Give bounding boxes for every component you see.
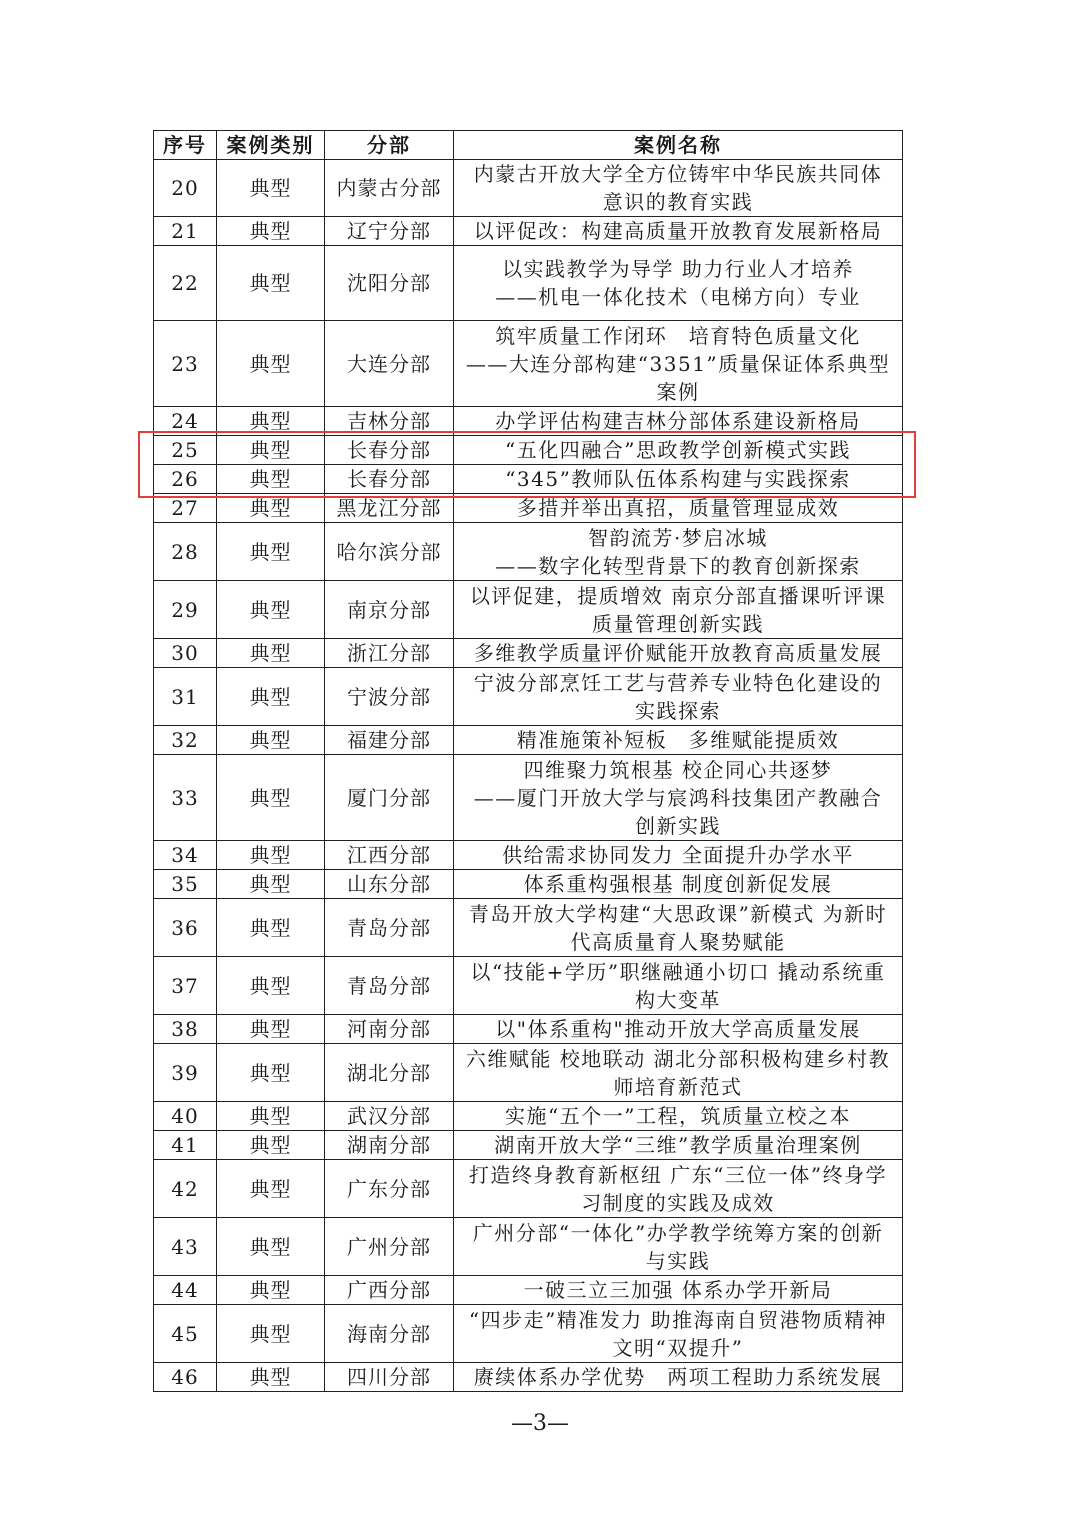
- cell-category: 典型: [217, 407, 325, 436]
- header-branch: 分部: [325, 131, 454, 160]
- cell-number: 30: [154, 639, 217, 668]
- cell-branch: 长春分部: [325, 436, 454, 465]
- table-row: [154, 870, 903, 899]
- cell-category: 典型: [217, 1160, 325, 1218]
- cell-number: 44: [154, 1276, 217, 1305]
- table-row: [154, 639, 903, 668]
- cell-category: 典型: [217, 639, 325, 668]
- cell-branch: 长春分部: [325, 465, 454, 494]
- cell-number: 40: [154, 1102, 217, 1131]
- cell-branch: 山东分部: [325, 870, 454, 899]
- table-row: [154, 581, 903, 639]
- cell-case-name: 智韵流芳·梦启冰城 ——数字化转型背景下的教育创新探索: [454, 523, 903, 581]
- cell-number: 36: [154, 899, 217, 957]
- cell-case-name: 供给需求协同发力 全面提升办学水平: [454, 841, 903, 870]
- cell-number: 42: [154, 1160, 217, 1218]
- cell-branch: 宁波分部: [325, 668, 454, 726]
- cell-number: 37: [154, 957, 217, 1015]
- table-row: [154, 1276, 903, 1305]
- table-row: [154, 726, 903, 755]
- cell-branch: 南京分部: [325, 581, 454, 639]
- cell-number: 25: [154, 436, 217, 465]
- cell-case-name: 以"体系重构"推动开放大学高质量发展: [454, 1015, 903, 1044]
- cell-category: 典型: [217, 1218, 325, 1276]
- table-row: [154, 1160, 903, 1218]
- table-row: [154, 755, 903, 841]
- cell-number: 43: [154, 1218, 217, 1276]
- cell-branch: 广东分部: [325, 1160, 454, 1218]
- cell-category: 典型: [217, 755, 325, 841]
- cell-category: 典型: [217, 1276, 325, 1305]
- cell-number: 23: [154, 321, 217, 407]
- cell-category: 典型: [217, 494, 325, 523]
- cell-category: 典型: [217, 160, 325, 217]
- case-table: [153, 130, 903, 1392]
- table-row: [154, 407, 903, 436]
- cell-branch: 江西分部: [325, 841, 454, 870]
- table-row: [154, 217, 903, 246]
- cell-category: 典型: [217, 726, 325, 755]
- cell-category: 典型: [217, 465, 325, 494]
- cell-case-name: 以评促改：构建高质量开放教育发展新格局: [454, 217, 903, 246]
- cell-category: 典型: [217, 668, 325, 726]
- page-number: —3—: [511, 1411, 569, 1436]
- cell-branch: 武汉分部: [325, 1102, 454, 1131]
- cell-case-name: 筑牢质量工作闭环 培育特色质量文化 ——大连分部构建“3351”质量保证体系典型案例: [454, 321, 903, 407]
- cell-number: 20: [154, 160, 217, 217]
- cell-branch: 哈尔滨分部: [325, 523, 454, 581]
- cell-branch: 湖南分部: [325, 1131, 454, 1160]
- table-row: [154, 957, 903, 1015]
- table-row: [154, 1363, 903, 1392]
- table-row: [154, 1044, 903, 1102]
- cell-number: 32: [154, 726, 217, 755]
- cell-category: 典型: [217, 581, 325, 639]
- cell-branch: 河南分部: [325, 1015, 454, 1044]
- cell-case-name: 四维聚力筑根基 校企同心共逐梦 ——厦门开放大学与宸鸿科技集团产教融合创新实践: [454, 755, 903, 841]
- cell-case-name: 宁波分部烹饪工艺与营养专业特色化建设的实践探索: [454, 668, 903, 726]
- table-row: [154, 465, 903, 494]
- table-row: [154, 160, 903, 217]
- cell-case-name: 湖南开放大学“三维”教学质量治理案例: [454, 1131, 903, 1160]
- cell-case-name: 以评促建，提质增效 南京分部直播课听评课质量管理创新实践: [454, 581, 903, 639]
- header-number: 序号: [154, 131, 217, 160]
- cell-case-name: “四步走”精准发力 助推海南自贸港物质精神文明“双提升”: [454, 1305, 903, 1363]
- cell-category: 典型: [217, 436, 325, 465]
- table-row: [154, 1015, 903, 1044]
- cell-number: 29: [154, 581, 217, 639]
- table-row: [154, 523, 903, 581]
- cell-category: 典型: [217, 841, 325, 870]
- cell-branch: 福建分部: [325, 726, 454, 755]
- cell-case-name: “345”教师队伍体系构建与实践探索: [454, 465, 903, 494]
- cell-number: 33: [154, 755, 217, 841]
- cell-branch: 湖北分部: [325, 1044, 454, 1102]
- cell-branch: 吉林分部: [325, 407, 454, 436]
- cell-branch: 青岛分部: [325, 899, 454, 957]
- cell-case-name: 一破三立三加强 体系办学开新局: [454, 1276, 903, 1305]
- cell-branch: 广州分部: [325, 1218, 454, 1276]
- cell-category: 典型: [217, 1305, 325, 1363]
- cell-case-name: 青岛开放大学构建“大思政课”新模式 为新时代高质量育人聚势赋能: [454, 899, 903, 957]
- header-case-name: 案例名称: [454, 131, 903, 160]
- cell-case-name: 内蒙古开放大学全方位铸牢中华民族共同体意识的教育实践: [454, 160, 903, 217]
- cell-category: 典型: [217, 1102, 325, 1131]
- table-row: [154, 899, 903, 957]
- cell-number: 28: [154, 523, 217, 581]
- cell-category: 典型: [217, 1363, 325, 1392]
- cell-branch: 沈阳分部: [325, 246, 454, 321]
- cell-category: 典型: [217, 1131, 325, 1160]
- cell-number: 27: [154, 494, 217, 523]
- cell-case-name: 以“技能+学历”职继融通小切口 撬动系统重构大变革: [454, 957, 903, 1015]
- cell-category: 典型: [217, 899, 325, 957]
- cell-case-name: “五化四融合”思政教学创新模式实践: [454, 436, 903, 465]
- cell-category: 典型: [217, 1044, 325, 1102]
- cell-number: 39: [154, 1044, 217, 1102]
- cell-number: 22: [154, 246, 217, 321]
- cell-number: 26: [154, 465, 217, 494]
- cell-branch: 黑龙江分部: [325, 494, 454, 523]
- cell-case-name: 多措并举出真招，质量管理显成效: [454, 494, 903, 523]
- cell-number: 35: [154, 870, 217, 899]
- cell-branch: 广西分部: [325, 1276, 454, 1305]
- cell-category: 典型: [217, 321, 325, 407]
- table-body: [154, 160, 903, 1392]
- table-row: [154, 1131, 903, 1160]
- cell-case-name: 赓续体系办学优势 两项工程助力系统发展: [454, 1363, 903, 1392]
- cell-case-name: 多维教学质量评价赋能开放教育高质量发展: [454, 639, 903, 668]
- cell-branch: 内蒙古分部: [325, 160, 454, 217]
- cell-number: 45: [154, 1305, 217, 1363]
- cell-branch: 大连分部: [325, 321, 454, 407]
- table-row: [154, 668, 903, 726]
- cell-branch: 辽宁分部: [325, 217, 454, 246]
- table-row: [154, 1102, 903, 1131]
- cell-category: 典型: [217, 870, 325, 899]
- cell-category: 典型: [217, 1015, 325, 1044]
- cell-case-name: 打造终身教育新枢纽 广东“三位一体”终身学习制度的实践及成效: [454, 1160, 903, 1218]
- table-header-row: [154, 131, 903, 160]
- cell-number: 24: [154, 407, 217, 436]
- cell-case-name: 以实践教学为导学 助力行业人才培养 ——机电一体化技术（电梯方向）专业: [454, 246, 903, 321]
- table-row: [154, 1305, 903, 1363]
- cell-case-name: 广州分部“一体化”办学教学统筹方案的创新与实践: [454, 1218, 903, 1276]
- table-row: [154, 494, 903, 523]
- table-row: [154, 1218, 903, 1276]
- cell-category: 典型: [217, 217, 325, 246]
- cell-number: 41: [154, 1131, 217, 1160]
- cell-case-name: 实施“五个一”工程，筑质量立校之本: [454, 1102, 903, 1131]
- table-row: [154, 246, 903, 321]
- cell-branch: 海南分部: [325, 1305, 454, 1363]
- cell-number: 34: [154, 841, 217, 870]
- cell-number: 31: [154, 668, 217, 726]
- header-category: 案例类别: [217, 131, 325, 160]
- cell-branch: 浙江分部: [325, 639, 454, 668]
- cell-category: 典型: [217, 246, 325, 321]
- cell-case-name: 体系重构强根基 制度创新促发展: [454, 870, 903, 899]
- table-row: [154, 841, 903, 870]
- cell-case-name: 六维赋能 校地联动 湖北分部积极构建乡村教师培育新范式: [454, 1044, 903, 1102]
- cell-branch: 青岛分部: [325, 957, 454, 1015]
- cell-case-name: 精准施策补短板 多维赋能提质效: [454, 726, 903, 755]
- cell-branch: 四川分部: [325, 1363, 454, 1392]
- cell-category: 典型: [217, 957, 325, 1015]
- cell-category: 典型: [217, 523, 325, 581]
- cell-branch: 厦门分部: [325, 755, 454, 841]
- cell-number: 46: [154, 1363, 217, 1392]
- table-row: [154, 436, 903, 465]
- cell-number: 38: [154, 1015, 217, 1044]
- cell-case-name: 办学评估构建吉林分部体系建设新格局: [454, 407, 903, 436]
- table-row: [154, 321, 903, 407]
- cell-number: 21: [154, 217, 217, 246]
